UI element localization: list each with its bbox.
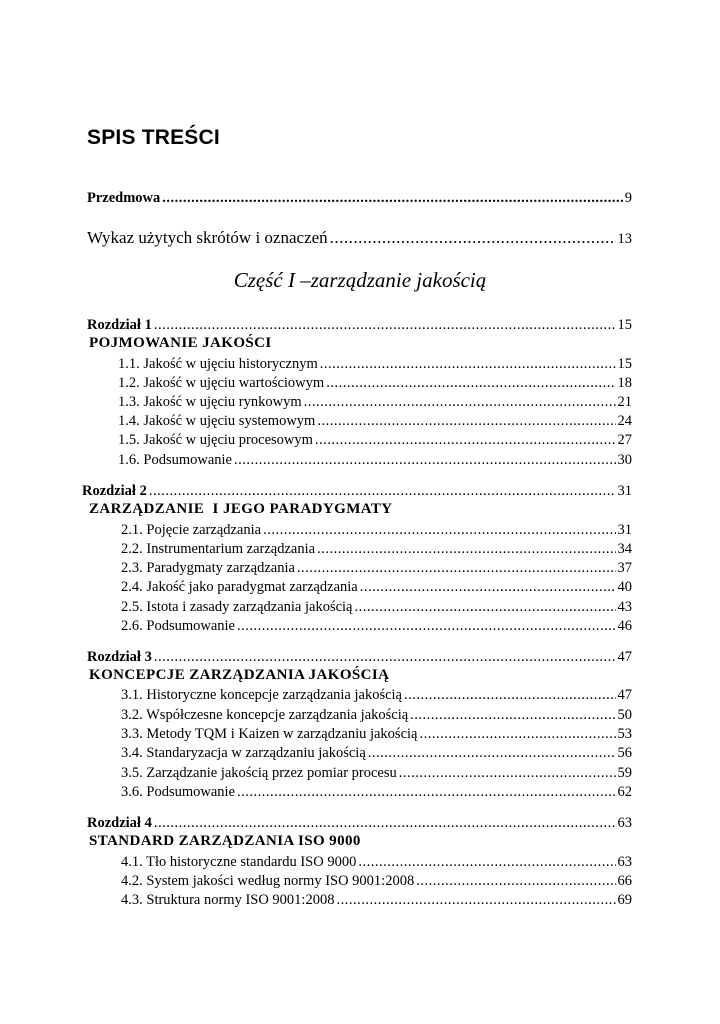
- dot-leader: [354, 598, 615, 616]
- toc-page-number: 24: [617, 413, 632, 429]
- section-label: 4.2. System jakości według normy ISO 9001:2008: [121, 873, 415, 889]
- dot-leader: [315, 431, 616, 449]
- dot-leader: [237, 783, 616, 801]
- dot-leader: [368, 744, 616, 762]
- section-label: 3.1. Historyczne koncepcje zarządzania jakością: [121, 687, 402, 703]
- section-label: 1.5. Jakość w ujęciu procesowym: [118, 432, 313, 448]
- toc-page-number: 53: [617, 726, 632, 742]
- toc-page-number: 59: [617, 765, 632, 781]
- section-label: 1.1. Jakość w ujęciu historycznym: [118, 356, 318, 372]
- section-label: 3.2. Współczesne koncepcje zarządzania jakością: [121, 707, 409, 723]
- toc-page-number: 46: [617, 618, 632, 634]
- chapter-title: ZARZĄDZANIE I JEGO PARADYGMATY: [89, 501, 393, 517]
- toc-page-number: 30: [617, 452, 632, 468]
- section-label: 2.1. Pojęcie zarządzania: [121, 522, 262, 538]
- toc-page-number: 40: [617, 579, 632, 595]
- toc-chapter-entry[interactable]: [87, 814, 632, 832]
- toc-entry-label: Wykaz użytych skrótów i oznaczeń: [87, 228, 328, 247]
- toc-section-entry[interactable]: [118, 451, 632, 469]
- chapter-title: STANDARD ZARZĄDZANIA ISO 9000: [89, 833, 361, 849]
- toc-section-entry[interactable]: [121, 872, 632, 890]
- toc-page-number: 69: [617, 892, 632, 908]
- dot-leader: [263, 521, 615, 539]
- toc-page-number: 56: [617, 745, 632, 761]
- toc-page-number: 9: [624, 190, 632, 206]
- toc-section-entry[interactable]: [118, 431, 632, 449]
- dot-leader: [330, 229, 616, 247]
- section-label: 1.2. Jakość w ujęciu wartościowym: [118, 375, 325, 391]
- toc-page-number: 13: [617, 231, 632, 247]
- toc-section-entry[interactable]: [121, 744, 632, 762]
- toc-section-entry[interactable]: [118, 374, 632, 392]
- chapter-label: Rozdział 2: [82, 483, 147, 499]
- dot-leader: [358, 853, 615, 871]
- toc-section-entry[interactable]: [121, 783, 632, 801]
- toc-page-number: 47: [617, 687, 632, 703]
- toc-page-number: 37: [617, 560, 632, 576]
- toc-page-number: 34: [617, 541, 632, 557]
- dot-leader: [416, 872, 615, 890]
- toc-page-number: 63: [617, 815, 632, 831]
- toc-page-number: 63: [617, 854, 632, 870]
- toc-page-number: 66: [617, 873, 632, 889]
- dot-leader: [154, 316, 616, 334]
- toc-entry-label: Przedmowa: [87, 190, 161, 206]
- toc-page-number: 47: [617, 649, 632, 665]
- toc-section-entry[interactable]: [121, 706, 632, 724]
- chapter-label: Rozdział 1: [87, 317, 152, 333]
- dot-leader: [360, 578, 616, 596]
- toc-chapter-entry[interactable]: [82, 482, 632, 500]
- part-heading: Część I –zarządzanie jakością: [233, 268, 487, 292]
- toc-page-number: 43: [617, 599, 632, 615]
- toc-section-entry[interactable]: [121, 578, 632, 596]
- toc-section-entry[interactable]: [121, 617, 632, 635]
- dot-leader: [154, 814, 616, 832]
- section-label: 1.6. Podsumowanie: [118, 452, 232, 468]
- dot-leader: [149, 482, 616, 500]
- section-label: 2.5. Istota i zasady zarządzania jakością: [121, 599, 353, 615]
- toc-section-entry[interactable]: [121, 891, 632, 909]
- dot-leader: [237, 617, 616, 635]
- section-label: 3.4. Standaryzacja w zarządzaniu jakością: [121, 745, 366, 761]
- toc-section-entry[interactable]: [121, 725, 632, 743]
- section-label: 2.6. Podsumowanie: [121, 618, 235, 634]
- toc-section-entry[interactable]: [121, 521, 632, 539]
- toc-entry-abbreviations[interactable]: [87, 229, 632, 248]
- toc-page-number: 31: [617, 483, 632, 499]
- toc-page-number: 62: [617, 784, 632, 800]
- toc-page-number: 27: [617, 432, 632, 448]
- dot-leader: [154, 648, 616, 666]
- chapter-label: Rozdział 4: [87, 815, 152, 831]
- toc-section-entry[interactable]: [121, 853, 632, 871]
- dot-leader: [404, 686, 616, 704]
- toc-page-number: 18: [617, 375, 632, 391]
- chapter-title: POJMOWANIE JAKOŚCI: [89, 335, 272, 351]
- section-label: 3.6. Podsumowanie: [121, 784, 235, 800]
- section-label: 3.3. Metody TQM i Kaizen w zarządzaniu jakością: [121, 726, 418, 742]
- dot-leader: [304, 393, 616, 411]
- section-label: 1.3. Jakość w ujęciu rynkowym: [118, 394, 302, 410]
- dot-leader: [419, 725, 615, 743]
- section-label: 4.1. Tło historyczne standardu ISO 9000: [121, 854, 357, 870]
- section-label: 3.5. Zarządzanie jakością przez pomiar procesu: [121, 765, 397, 781]
- section-label: 4.3. Struktura normy ISO 9001:2008: [121, 892, 335, 908]
- toc-section-entry[interactable]: [121, 540, 632, 558]
- toc-section-entry[interactable]: [121, 764, 632, 782]
- section-label: 1.4. Jakość w ujęciu systemowym: [118, 413, 316, 429]
- toc-page-number: 50: [617, 707, 632, 723]
- toc-page-number: 21: [617, 394, 632, 410]
- chapter-label: Rozdział 3: [87, 649, 152, 665]
- toc-page-number: 15: [617, 356, 632, 372]
- dot-leader: [297, 559, 616, 577]
- chapter-title: KONCEPCJE ZARZĄDZANIA JAKOŚCIĄ: [89, 667, 390, 683]
- toc-section-entry[interactable]: [121, 598, 632, 616]
- dot-leader: [317, 412, 615, 430]
- toc-page-number: 31: [617, 522, 632, 538]
- toc-section-entry[interactable]: [118, 412, 632, 430]
- dot-leader: [399, 764, 616, 782]
- section-label: 2.3. Paradygmaty zarządzania: [121, 560, 295, 576]
- dot-leader: [320, 355, 616, 373]
- toc-chapter-entry[interactable]: [87, 648, 632, 666]
- dot-leader: [336, 891, 615, 909]
- dot-leader: [234, 451, 616, 469]
- toc-section-entry[interactable]: [121, 559, 632, 577]
- toc-section-entry[interactable]: [118, 355, 632, 373]
- toc-entry-preface[interactable]: [87, 189, 632, 207]
- dot-leader: [410, 706, 615, 724]
- dot-leader: [162, 189, 622, 207]
- section-label: 2.4. Jakość jako paradygmat zarządzania: [121, 579, 358, 595]
- toc-section-entry[interactable]: [118, 393, 632, 411]
- toc-chapter-entry[interactable]: [87, 316, 632, 334]
- section-label: 2.2. Instrumentarium zarządzania: [121, 541, 316, 557]
- toc-section-entry[interactable]: [121, 686, 632, 704]
- page-title: SPIS TREŚCI: [87, 126, 220, 149]
- dot-leader: [326, 374, 615, 392]
- toc-page-number: 15: [617, 317, 632, 333]
- dot-leader: [317, 540, 615, 558]
